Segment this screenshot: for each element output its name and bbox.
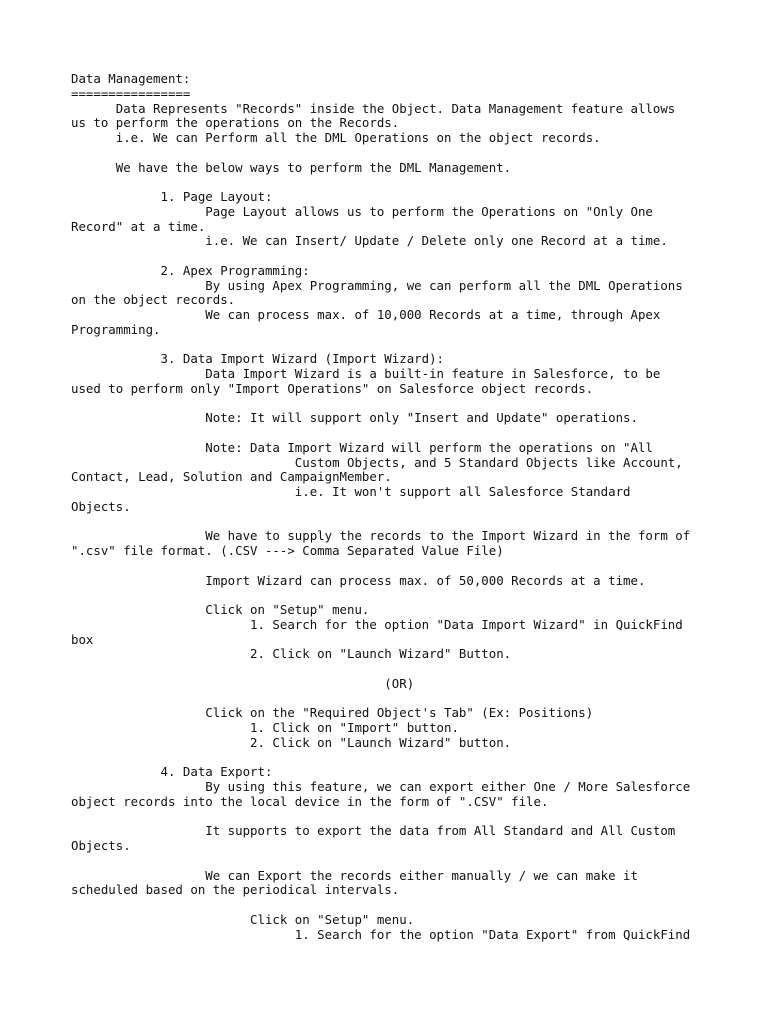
document-line: It supports to export the data from All Standard and All Custom [71,823,676,839]
document-line: We have to supply the records to the Import Wizard in the form of [71,528,691,544]
document-line: Click on the "Required Object's Tab" (Ex: Positions) [71,705,594,721]
document-line: 2. Apex Programming: [71,262,310,278]
document-line: Data Import Wizard is a built-in feature in Salesforce, to be [71,366,661,381]
document-line: 2. Click on "Launch Wizard" Button. [71,646,512,662]
document-line [71,426,731,441]
document-line: Import Wizard can process max. of 50,000 Records at a time. [71,572,646,588]
document-line: 1. Page Layout: [71,189,273,204]
document-line [71,515,731,530]
document-line: Note: Data Import Wizard will perform the operations on "All [71,439,653,455]
document-line [71,175,731,190]
document-line [71,146,731,161]
document-line: (OR) [71,675,415,691]
document-line: We have the below ways to perform the DML Management. [71,159,512,175]
document-line: i.e. We can Perform all the DML Operations on the object records. [71,130,601,145]
document-line: By using this feature, we can export either One / More Salesforce [71,779,691,794]
document-line [71,338,731,353]
document-line: Data Management: [71,71,191,86]
document-line [71,397,731,412]
document-line: i.e. We can Insert/ Update / Delete only one Record at a time. [71,233,668,249]
document-line: Click on "Setup" menu. [71,911,415,927]
document-line: 1. Search for the option "Data Export" from QuickFind [71,926,691,942]
document-line: ================ [71,85,191,101]
document-line: 2. Click on "Launch Wizard" button. [71,734,512,750]
document-line: 3. Data Import Wizard (Import Wizard): [71,351,444,367]
document-line: Record" at a time. [71,218,206,234]
document-line [71,751,731,766]
document-line: 1. Click on "Import" button. [71,720,459,735]
document-line: We can Export the records either manually / we can make it [71,867,638,883]
document-line [71,898,731,913]
document-line: By using Apex Programming, we can perform all the DML Operations [71,277,683,293]
document-line: 4. Data Export: [71,764,273,780]
document-line: We can process max. of 10,000 Records at a time, through Apex [71,307,661,322]
document-line: object records into the local device in the form of ".CSV" file. [71,793,549,809]
document-line: Note: It will support only "Insert and Update" operations. [71,410,638,426]
document-line: Programming. [71,321,161,337]
document-line: Custom Objects, and 5 Standard Objects like Account, [71,454,683,470]
document-line: ".csv" file format. (.CSV ---> Comma Separated Value File) [71,543,504,558]
document-page [71,72,731,942]
document-line [71,810,731,825]
document-line [71,249,731,264]
document-line: Objects. [71,498,131,514]
document-line [71,662,731,677]
document-line: box [71,631,94,647]
document-line: i.e. It won't support all Salesforce Standard [71,484,631,499]
document-line: us to perform the operations on the Records. [71,115,400,131]
document-line: Data Represents "Records" inside the Object. Data Management feature allows [71,100,676,116]
document-line: Click on "Setup" menu. [71,602,370,617]
document-line: Page Layout allows us to perform the Operations on "Only One [71,203,653,219]
document-line: 1. Search for the option "Data Import Wizard" in QuickFind [71,616,683,632]
document-line: Objects. [71,838,131,853]
document-line: Contact, Lead, Solution and CampaignMember. [71,469,392,485]
document-line [71,588,731,603]
document-line: scheduled based on the periodical intervals. [71,882,400,898]
document-line [71,854,731,869]
document-line: on the object records. [71,292,236,308]
document-line [71,559,731,574]
document-line: used to perform only "Import Operations" on Salesforce object records. [71,380,594,396]
document-line [71,692,731,707]
